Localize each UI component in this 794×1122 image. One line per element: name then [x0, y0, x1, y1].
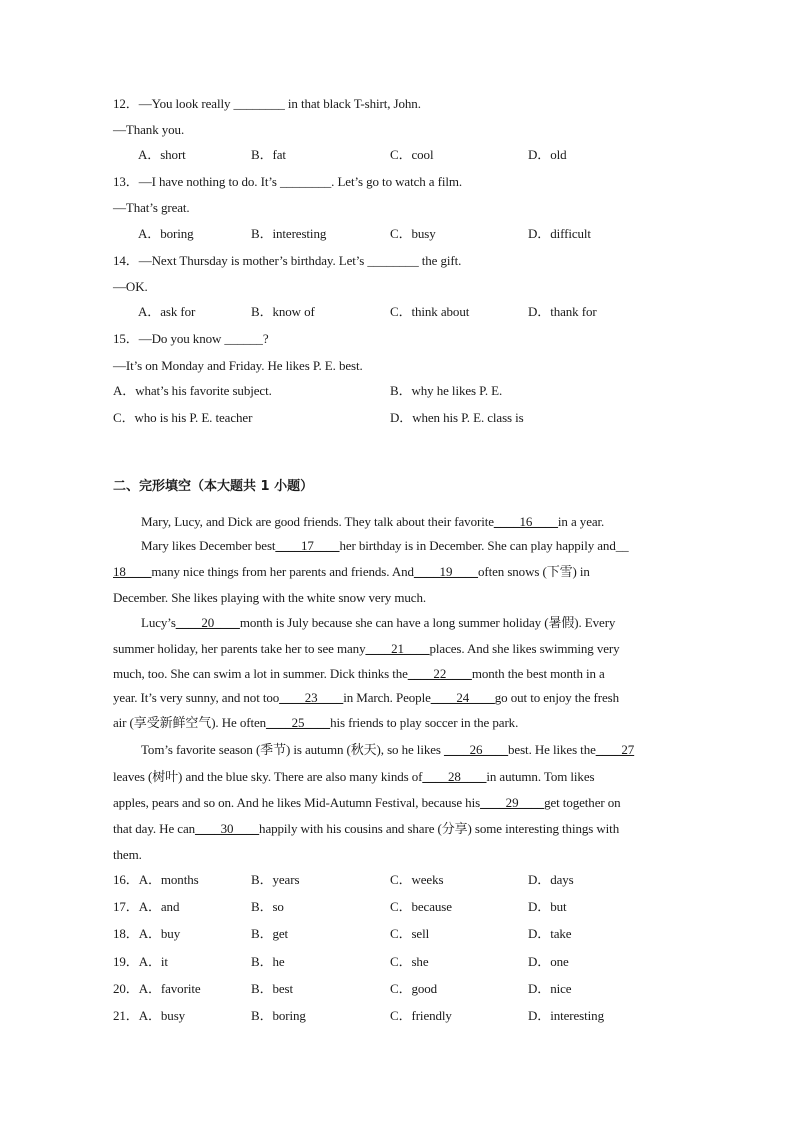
q21-option-c: C．friendly [390, 1008, 452, 1023]
passage-line [113, 769, 594, 785]
q13-option-c: C．busy [390, 226, 436, 241]
q18-option-a: 18．A．buy [113, 926, 181, 941]
blank-number: ____19____ [413, 564, 478, 579]
q18-option-d: D．take [528, 926, 572, 941]
passage-text: leaves (树叶) and the blue sky. There are also many kinds of [113, 769, 423, 784]
q16-option-c: C．weeks [390, 872, 444, 887]
blank-number: ____27 [595, 742, 635, 757]
q13-option-a: A．boring [138, 226, 194, 241]
blank-number: ____17____ [275, 538, 340, 553]
passage-text: go out to enjoy the fresh [494, 690, 620, 705]
passage-text: best. He likes the [508, 742, 596, 757]
q17-option-b: B．so [251, 899, 284, 914]
blank-number: ____22____ [407, 666, 472, 681]
passage-line [113, 795, 621, 811]
question-13-reply: —That’s great. [113, 200, 190, 215]
q12-option-a: A．short [138, 147, 186, 162]
passage-text: them. [113, 847, 142, 862]
question-15-stem: 15．—Do you know ______? [113, 331, 269, 346]
passage-line [113, 564, 590, 580]
question-14-reply: —OK. [113, 279, 148, 294]
passage-text: in March. People [343, 690, 431, 705]
blank-number: ____21____ [365, 641, 430, 656]
blank-number: 18____ [113, 564, 152, 579]
q14-option-a: A．ask for [138, 304, 196, 319]
passage-line [141, 514, 604, 530]
q16-option-a: 16．A．months [113, 872, 199, 887]
q17-option-a: 17．A．and [113, 899, 180, 914]
passage-line [113, 847, 142, 863]
passage-text: his friends to play soccer in the park. [330, 715, 519, 730]
q12-option-d: D．old [528, 147, 567, 162]
q21-option-b: B．boring [251, 1008, 306, 1023]
passage-line [141, 538, 629, 554]
passage-text: her birthday is in December. She can play happily and__ [339, 538, 629, 553]
q19-option-b: B．he [251, 954, 285, 969]
q14-option-b: B．know of [251, 304, 315, 319]
question-12-stem: 12．—You look really ________ in that black T-shirt, John. [113, 96, 421, 111]
q14-option-c: C．think about [390, 304, 470, 319]
passage-text: apples, pears and so on. And he likes Mid-Autumn Festival, because his [113, 795, 481, 810]
q20-option-b: B．best [251, 981, 294, 996]
passage-line [141, 742, 634, 758]
passage-text: in autumn. Tom likes [486, 769, 595, 784]
passage-text: air (享受新鲜空气). He often [113, 715, 267, 730]
passage-text: many nice things from her parents and friends. And [151, 564, 414, 579]
passage-text: that day. He can [113, 821, 196, 836]
passage-line [113, 821, 619, 837]
q20-option-d: D．nice [528, 981, 572, 996]
blank-number: ____28____ [422, 769, 487, 784]
q21-option-d: D．interesting [528, 1008, 604, 1023]
passage-text: places. And she likes swimming very [429, 641, 620, 656]
passage-text: Tom’s favorite season (季节) is autumn (秋天), so he likes [141, 742, 445, 757]
passage-line [113, 590, 426, 606]
q13-option-d: D．difficult [528, 226, 591, 241]
passage-line [113, 641, 620, 657]
q19-option-c: C．she [390, 954, 429, 969]
q13-option-b: B．interesting [251, 226, 327, 241]
section-heading-cloze: 二、完形填空（本大题共 1 小题） [113, 479, 314, 494]
q16-option-d: D．days [528, 872, 574, 887]
passage-line [113, 690, 619, 706]
passage-text: month is July because she can have a long summer holiday (暑假). Every [239, 615, 616, 630]
q12-option-c: C．cool [390, 147, 434, 162]
question-14-stem: 14．—Next Thursday is mother’s birthday. Let’s ________ the gift. [113, 253, 462, 268]
blank-number: ____24____ [430, 690, 495, 705]
blank-number: ____23____ [279, 690, 344, 705]
q18-option-b: B．get [251, 926, 289, 941]
q15-option-c: C．who is his P. E. teacher [113, 410, 253, 425]
q15-option-a: A．what’s his favorite subject. [113, 383, 272, 398]
q19-option-d: D．one [528, 954, 569, 969]
passage-line [113, 715, 518, 731]
passage-text: Lucy’s [141, 615, 176, 630]
q15-option-d: D．when his P. E. class is [390, 410, 524, 425]
q17-option-d: D．but [528, 899, 567, 914]
blank-number: ____30____ [195, 821, 260, 836]
q15-option-b: B．why he likes P. E. [390, 383, 503, 398]
q20-option-c: C．good [390, 981, 438, 996]
blank-number: ____25____ [266, 715, 331, 730]
passage-text: Mary likes December best [141, 538, 276, 553]
passage-text: summer holiday, her parents take her to see many [113, 641, 366, 656]
passage-text: often snows (下雪) in [477, 564, 590, 579]
question-13-stem: 13．—I have nothing to do. It’s ________. Let’s go to watch a film. [113, 174, 463, 189]
blank-number: ____29____ [480, 795, 545, 810]
passage-text: month the best month in a [471, 666, 605, 681]
passage-text: year. It’s very sunny, and not too [113, 690, 280, 705]
blank-number: ____20____ [175, 615, 240, 630]
q14-option-d: D．thank for [528, 304, 597, 319]
passage-line [113, 666, 605, 682]
passage-text: happily with his cousins and share (分享) some interesting things with [259, 821, 620, 836]
passage-text: much, too. She can swim a lot in summer. Dick thinks the [113, 666, 408, 681]
blank-number: ____16____ [493, 514, 558, 529]
q20-option-a: 20．A．favorite [113, 981, 201, 996]
passage-text: get together on [544, 795, 621, 810]
question-12-reply: —Thank you. [113, 122, 185, 137]
blank-number: ____26____ [444, 742, 509, 757]
q17-option-c: C．because [390, 899, 452, 914]
question-15-reply: —It’s on Monday and Friday. He likes P. E. best. [113, 358, 363, 373]
passage-line [141, 615, 615, 631]
passage-text: Mary, Lucy, and Dick are good friends. They talk about their favorite [141, 514, 494, 529]
q16-option-b: B．years [251, 872, 300, 887]
q19-option-a: 19．A．it [113, 954, 168, 969]
q12-option-b: B．fat [251, 147, 286, 162]
q18-option-c: C．sell [390, 926, 430, 941]
q21-option-a: 21．A．busy [113, 1008, 186, 1023]
passage-text: in a year. [557, 514, 605, 529]
passage-text: December. She likes playing with the white snow very much. [113, 590, 426, 605]
